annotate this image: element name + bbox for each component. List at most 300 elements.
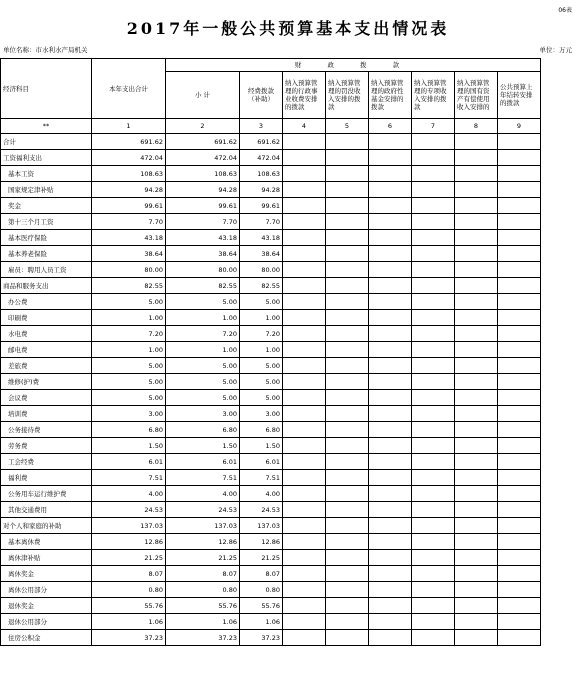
row-subtotal-cell: 1.00 xyxy=(166,310,240,326)
row-empty-cell xyxy=(369,486,412,502)
row-subtotal-cell: 6.01 xyxy=(166,454,240,470)
row-total-cell: 1.50 xyxy=(92,438,166,454)
row-empty-cell xyxy=(283,278,326,294)
row-total-cell: 1.06 xyxy=(92,614,166,630)
row-empty-cell xyxy=(369,470,412,486)
row-empty-cell xyxy=(412,230,455,246)
row-empty-cell xyxy=(455,342,498,358)
row-empty-cell xyxy=(498,214,541,230)
row-empty-cell xyxy=(412,358,455,374)
row-funding-cell: 1.06 xyxy=(240,614,283,630)
row-name-cell: 退休公用部分 xyxy=(1,614,92,630)
row-funding-cell: 691.62 xyxy=(240,134,283,150)
row-empty-cell xyxy=(326,486,369,502)
row-empty-cell xyxy=(326,134,369,150)
row-empty-cell xyxy=(326,150,369,166)
row-empty-cell xyxy=(283,166,326,182)
row-empty-cell xyxy=(412,134,455,150)
row-total-cell: 6.80 xyxy=(92,422,166,438)
row-empty-cell xyxy=(455,534,498,550)
row-empty-cell xyxy=(455,438,498,454)
row-empty-cell xyxy=(498,342,541,358)
row-name-cell: 基本工资 xyxy=(1,166,92,182)
row-funding-cell: 7.20 xyxy=(240,326,283,342)
row-total-cell: 12.86 xyxy=(92,534,166,550)
row-empty-cell xyxy=(326,630,369,646)
row-empty-cell xyxy=(283,358,326,374)
row-subtotal-cell: 1.06 xyxy=(166,614,240,630)
table-row xyxy=(1,422,541,438)
row-empty-cell xyxy=(326,582,369,598)
row-total-cell: 7.20 xyxy=(92,326,166,342)
row-empty-cell xyxy=(412,310,455,326)
row-empty-cell xyxy=(369,358,412,374)
row-empty-cell xyxy=(455,630,498,646)
row-empty-cell xyxy=(455,454,498,470)
row-total-cell: 5.00 xyxy=(92,390,166,406)
row-funding-cell: 94.28 xyxy=(240,182,283,198)
row-empty-cell xyxy=(498,486,541,502)
row-subtotal-cell: 43.18 xyxy=(166,230,240,246)
row-name-cell: 其他交通费用 xyxy=(1,502,92,518)
row-empty-cell xyxy=(498,550,541,566)
row-empty-cell xyxy=(455,358,498,374)
row-name-cell: 国家规定津补贴 xyxy=(1,182,92,198)
row-funding-cell: 55.76 xyxy=(240,598,283,614)
row-name-cell: 离休津补贴 xyxy=(1,550,92,566)
row-funding-cell: 38.64 xyxy=(240,246,283,262)
row-empty-cell xyxy=(412,326,455,342)
row-empty-cell xyxy=(498,262,541,278)
row-empty-cell xyxy=(498,598,541,614)
row-name-cell: 合计 xyxy=(1,134,92,150)
row-empty-cell xyxy=(369,166,412,182)
row-empty-cell xyxy=(326,262,369,278)
row-empty-cell xyxy=(455,406,498,422)
row-empty-cell xyxy=(498,502,541,518)
table-row xyxy=(1,534,541,550)
row-empty-cell xyxy=(326,294,369,310)
row-empty-cell xyxy=(283,294,326,310)
code-cell: 2 xyxy=(166,119,240,134)
header-col-5: 纳入预算管理的罚没收入安排的拨款 xyxy=(326,72,369,119)
row-total-cell: 1.00 xyxy=(92,342,166,358)
row-empty-cell xyxy=(498,454,541,470)
header-col-7: 纳入预算管理的专项收入安排的拨款 xyxy=(412,72,455,119)
table-row xyxy=(1,550,541,566)
row-empty-cell xyxy=(326,534,369,550)
table-row xyxy=(1,294,541,310)
row-empty-cell xyxy=(412,262,455,278)
row-empty-cell xyxy=(283,246,326,262)
row-funding-cell: 24.53 xyxy=(240,502,283,518)
row-empty-cell xyxy=(455,582,498,598)
row-empty-cell xyxy=(412,182,455,198)
row-empty-cell xyxy=(455,390,498,406)
table-row xyxy=(1,310,541,326)
row-empty-cell xyxy=(326,182,369,198)
code-cell: 8 xyxy=(455,119,498,134)
row-funding-cell: 6.01 xyxy=(240,454,283,470)
row-empty-cell xyxy=(326,470,369,486)
row-empty-cell xyxy=(369,422,412,438)
row-empty-cell xyxy=(283,438,326,454)
row-total-cell: 80.00 xyxy=(92,262,166,278)
row-funding-cell: 5.00 xyxy=(240,390,283,406)
row-empty-cell xyxy=(412,566,455,582)
table-row xyxy=(1,598,541,614)
row-empty-cell xyxy=(498,326,541,342)
row-empty-cell xyxy=(326,502,369,518)
row-empty-cell xyxy=(283,182,326,198)
row-empty-cell xyxy=(498,358,541,374)
row-subtotal-cell: 37.23 xyxy=(166,630,240,646)
row-name-cell: 维修(护)费 xyxy=(1,374,92,390)
row-empty-cell xyxy=(369,518,412,534)
row-empty-cell xyxy=(283,150,326,166)
row-name-cell: 基本养老保险 xyxy=(1,246,92,262)
row-empty-cell xyxy=(455,134,498,150)
row-empty-cell xyxy=(498,438,541,454)
row-empty-cell xyxy=(283,214,326,230)
row-total-cell: 24.53 xyxy=(92,502,166,518)
row-empty-cell xyxy=(369,502,412,518)
table-row xyxy=(1,342,541,358)
row-empty-cell xyxy=(369,294,412,310)
row-funding-cell: 108.63 xyxy=(240,166,283,182)
row-empty-cell xyxy=(455,598,498,614)
header-total: 本年支出合计 xyxy=(92,59,166,119)
row-empty-cell xyxy=(498,582,541,598)
row-empty-cell xyxy=(412,486,455,502)
row-empty-cell xyxy=(369,582,412,598)
row-funding-cell: 3.00 xyxy=(240,406,283,422)
row-empty-cell xyxy=(369,230,412,246)
row-empty-cell xyxy=(326,422,369,438)
row-empty-cell xyxy=(412,246,455,262)
row-empty-cell xyxy=(283,598,326,614)
row-name-cell: 住房公积金 xyxy=(1,630,92,646)
row-name-cell: 福利费 xyxy=(1,470,92,486)
row-subtotal-cell: 5.00 xyxy=(166,374,240,390)
row-empty-cell xyxy=(326,374,369,390)
code-cell: 1 xyxy=(92,119,166,134)
row-subtotal-cell: 5.00 xyxy=(166,390,240,406)
row-subtotal-cell: 6.80 xyxy=(166,422,240,438)
row-empty-cell xyxy=(455,262,498,278)
row-name-cell: 邮电费 xyxy=(1,342,92,358)
row-empty-cell xyxy=(412,502,455,518)
row-empty-cell xyxy=(326,358,369,374)
row-subtotal-cell: 691.62 xyxy=(166,134,240,150)
row-empty-cell xyxy=(412,598,455,614)
row-total-cell: 82.55 xyxy=(92,278,166,294)
header-subtotal: 小 计 xyxy=(166,72,240,119)
row-name-cell: 公务用车运行维护费 xyxy=(1,486,92,502)
row-total-cell: 99.61 xyxy=(92,198,166,214)
row-subtotal-cell: 3.00 xyxy=(166,406,240,422)
row-empty-cell xyxy=(369,214,412,230)
row-empty-cell xyxy=(326,326,369,342)
row-funding-cell: 7.51 xyxy=(240,470,283,486)
row-empty-cell xyxy=(283,614,326,630)
row-empty-cell xyxy=(326,438,369,454)
row-name-cell: 退休奖金 xyxy=(1,598,92,614)
row-total-cell: 21.25 xyxy=(92,550,166,566)
row-total-cell: 94.28 xyxy=(92,182,166,198)
row-name-cell: 基本离休费 xyxy=(1,534,92,550)
table-row xyxy=(1,358,541,374)
table-row xyxy=(1,262,541,278)
row-empty-cell xyxy=(498,534,541,550)
row-empty-cell xyxy=(412,390,455,406)
row-empty-cell xyxy=(498,390,541,406)
row-empty-cell xyxy=(412,374,455,390)
row-empty-cell xyxy=(412,198,455,214)
row-subtotal-cell: 80.00 xyxy=(166,262,240,278)
row-name-cell: 离休奖金 xyxy=(1,566,92,582)
table-number-label: 06表 xyxy=(558,7,572,14)
table-row xyxy=(1,486,541,502)
row-empty-cell xyxy=(369,614,412,630)
row-empty-cell xyxy=(283,374,326,390)
row-name-cell: 商品和服务支出 xyxy=(1,278,92,294)
row-subtotal-cell: 4.00 xyxy=(166,486,240,502)
row-subtotal-cell: 82.55 xyxy=(166,278,240,294)
row-empty-cell xyxy=(498,470,541,486)
row-empty-cell xyxy=(283,326,326,342)
row-empty-cell xyxy=(369,374,412,390)
row-total-cell: 5.00 xyxy=(92,358,166,374)
row-subtotal-cell: 0.80 xyxy=(166,582,240,598)
row-empty-cell xyxy=(369,182,412,198)
header-col-9: 公共预算上年结转安排的拨款 xyxy=(498,72,541,119)
table-row xyxy=(1,230,541,246)
row-empty-cell xyxy=(498,134,541,150)
row-empty-cell xyxy=(369,534,412,550)
row-subtotal-cell: 12.86 xyxy=(166,534,240,550)
row-funding-cell: 1.00 xyxy=(240,310,283,326)
row-empty-cell xyxy=(283,262,326,278)
row-empty-cell xyxy=(455,214,498,230)
row-total-cell: 137.03 xyxy=(92,518,166,534)
table-row xyxy=(1,630,541,646)
row-empty-cell xyxy=(369,278,412,294)
row-empty-cell xyxy=(498,310,541,326)
table-row xyxy=(1,566,541,582)
code-cell: 6 xyxy=(369,119,412,134)
row-funding-cell: 137.03 xyxy=(240,518,283,534)
row-empty-cell xyxy=(412,550,455,566)
row-empty-cell xyxy=(326,310,369,326)
row-empty-cell xyxy=(455,150,498,166)
row-funding-cell: 99.61 xyxy=(240,198,283,214)
row-empty-cell xyxy=(412,614,455,630)
row-empty-cell xyxy=(369,598,412,614)
row-empty-cell xyxy=(498,166,541,182)
row-subtotal-cell: 1.50 xyxy=(166,438,240,454)
row-subtotal-cell: 472.04 xyxy=(166,150,240,166)
row-empty-cell xyxy=(455,614,498,630)
row-subtotal-cell: 7.51 xyxy=(166,470,240,486)
row-funding-cell: 5.00 xyxy=(240,358,283,374)
row-empty-cell xyxy=(412,470,455,486)
table-row xyxy=(1,214,541,230)
table-row xyxy=(1,454,541,470)
row-empty-cell xyxy=(412,582,455,598)
header-col-3: 经费拨款（补助） xyxy=(240,72,283,119)
row-subtotal-cell: 7.20 xyxy=(166,326,240,342)
row-empty-cell xyxy=(369,134,412,150)
row-empty-cell xyxy=(455,502,498,518)
row-empty-cell xyxy=(498,198,541,214)
row-empty-cell xyxy=(455,166,498,182)
row-empty-cell xyxy=(412,438,455,454)
row-funding-cell: 8.07 xyxy=(240,566,283,582)
row-empty-cell xyxy=(455,518,498,534)
row-total-cell: 0.80 xyxy=(92,582,166,598)
row-total-cell: 5.00 xyxy=(92,374,166,390)
row-empty-cell xyxy=(498,294,541,310)
row-funding-cell: 0.80 xyxy=(240,582,283,598)
header-col-6: 纳入预算管理的政府性基金安排的拨款 xyxy=(369,72,412,119)
header-col-8: 纳入预算管理的国有资产有偿使用收入安排的 xyxy=(455,72,498,119)
row-total-cell: 37.23 xyxy=(92,630,166,646)
row-funding-cell: 21.25 xyxy=(240,550,283,566)
row-empty-cell xyxy=(455,246,498,262)
row-subtotal-cell: 7.70 xyxy=(166,214,240,230)
row-funding-cell: 4.00 xyxy=(240,486,283,502)
row-empty-cell xyxy=(283,422,326,438)
row-name-cell: 基本医疗保险 xyxy=(1,230,92,246)
row-empty-cell xyxy=(326,246,369,262)
row-funding-cell: 1.50 xyxy=(240,438,283,454)
row-funding-cell: 7.70 xyxy=(240,214,283,230)
row-empty-cell xyxy=(455,182,498,198)
row-empty-cell xyxy=(498,518,541,534)
row-empty-cell xyxy=(369,262,412,278)
row-name-cell: 劳务费 xyxy=(1,438,92,454)
row-empty-cell xyxy=(498,278,541,294)
row-empty-cell xyxy=(326,550,369,566)
row-subtotal-cell: 94.28 xyxy=(166,182,240,198)
table-row xyxy=(1,278,541,294)
row-total-cell: 8.07 xyxy=(92,566,166,582)
table-row xyxy=(1,582,541,598)
row-name-cell: 雇员：聘用人员工资 xyxy=(1,262,92,278)
table-row xyxy=(1,406,541,422)
row-empty-cell xyxy=(369,454,412,470)
code-cell: 5 xyxy=(326,119,369,134)
row-empty-cell xyxy=(326,390,369,406)
row-empty-cell xyxy=(326,230,369,246)
row-empty-cell xyxy=(412,214,455,230)
table-row xyxy=(1,518,541,534)
row-total-cell: 472.04 xyxy=(92,150,166,166)
row-empty-cell xyxy=(369,550,412,566)
row-empty-cell xyxy=(498,230,541,246)
page-title: 2017年一般公共预算基本支出情况表 xyxy=(126,19,450,38)
row-empty-cell xyxy=(326,214,369,230)
row-empty-cell xyxy=(412,150,455,166)
row-empty-cell xyxy=(412,342,455,358)
table-row xyxy=(1,166,541,182)
row-empty-cell xyxy=(326,406,369,422)
row-name-cell: 办公费 xyxy=(1,294,92,310)
row-empty-cell xyxy=(412,518,455,534)
row-empty-cell xyxy=(498,182,541,198)
row-empty-cell xyxy=(326,518,369,534)
row-subtotal-cell: 108.63 xyxy=(166,166,240,182)
row-empty-cell xyxy=(369,630,412,646)
row-total-cell: 4.00 xyxy=(92,486,166,502)
row-empty-cell xyxy=(283,198,326,214)
row-empty-cell xyxy=(369,198,412,214)
row-subtotal-cell: 137.03 xyxy=(166,518,240,534)
row-empty-cell xyxy=(498,422,541,438)
row-total-cell: 7.51 xyxy=(92,470,166,486)
table-row xyxy=(1,438,541,454)
row-empty-cell xyxy=(455,294,498,310)
row-total-cell: 6.01 xyxy=(92,454,166,470)
table-row xyxy=(1,150,541,166)
row-funding-cell: 12.86 xyxy=(240,534,283,550)
row-funding-cell: 5.00 xyxy=(240,374,283,390)
row-empty-cell xyxy=(412,166,455,182)
row-empty-cell xyxy=(283,518,326,534)
table-row xyxy=(1,614,541,630)
row-name-cell: 差旅费 xyxy=(1,358,92,374)
row-empty-cell xyxy=(455,550,498,566)
row-empty-cell xyxy=(412,422,455,438)
row-empty-cell xyxy=(498,246,541,262)
table-row xyxy=(1,390,541,406)
header-code-row xyxy=(1,119,541,134)
budget-table xyxy=(0,58,541,646)
row-empty-cell xyxy=(412,630,455,646)
row-empty-cell xyxy=(283,470,326,486)
row-empty-cell xyxy=(412,294,455,310)
row-empty-cell xyxy=(326,198,369,214)
row-subtotal-cell: 99.61 xyxy=(166,198,240,214)
row-empty-cell xyxy=(369,406,412,422)
row-empty-cell xyxy=(455,310,498,326)
row-empty-cell xyxy=(498,630,541,646)
row-empty-cell xyxy=(369,326,412,342)
row-name-cell: 培训费 xyxy=(1,406,92,422)
row-empty-cell xyxy=(369,150,412,166)
code-cell: 4 xyxy=(283,119,326,134)
row-empty-cell xyxy=(283,550,326,566)
row-subtotal-cell: 5.00 xyxy=(166,294,240,310)
row-subtotal-cell: 1.00 xyxy=(166,342,240,358)
row-total-cell: 38.64 xyxy=(92,246,166,262)
row-empty-cell xyxy=(283,342,326,358)
row-total-cell: 5.00 xyxy=(92,294,166,310)
row-empty-cell xyxy=(326,278,369,294)
row-empty-cell xyxy=(369,342,412,358)
row-empty-cell xyxy=(455,374,498,390)
code-cell: 3 xyxy=(240,119,283,134)
row-name-cell: 工资福利支出 xyxy=(1,150,92,166)
row-empty-cell xyxy=(283,454,326,470)
row-total-cell: 55.76 xyxy=(92,598,166,614)
row-empty-cell xyxy=(498,614,541,630)
row-name-cell: 公务接待费 xyxy=(1,422,92,438)
row-funding-cell: 472.04 xyxy=(240,150,283,166)
row-subtotal-cell: 38.64 xyxy=(166,246,240,262)
code-cell: 7 xyxy=(412,119,455,134)
